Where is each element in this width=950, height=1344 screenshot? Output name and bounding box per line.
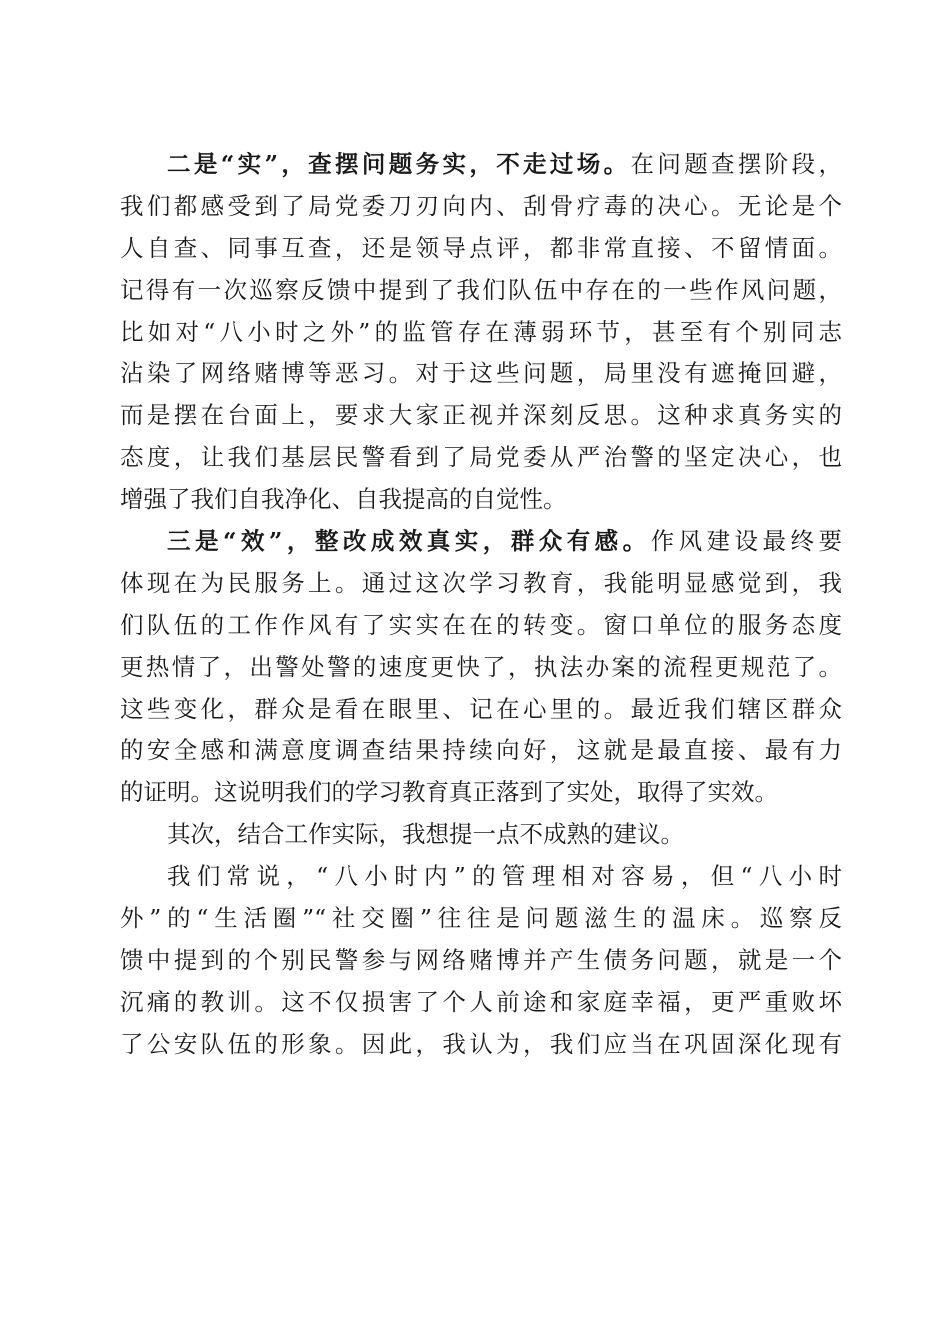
paragraph-4 — [120, 856, 842, 1065]
paragraph-line: 我们常说，“八小时内”的管理相对容易，但“八小时 — [167, 862, 842, 891]
bold-lead: 三是“效”，整改成效真实，群众有感。 — [167, 527, 651, 556]
paragraph-line: 外”的“生活圈”“社交圈”往往是问题滋生的温床。巡察反 — [120, 904, 842, 933]
paragraph-line: 体现在为民服务上。通过这次学习教育，我能明显感觉到，我 — [120, 568, 842, 597]
paragraph-line: 沾染了网络赌博等恶习。对于这些问题，局里没有遮掩回避， — [120, 359, 842, 388]
line-text: 在问题查摆阶段， — [630, 150, 842, 178]
bold-lead: 二是“实”，查摆问题务实，不走过场。 — [167, 150, 631, 178]
paragraph-line: 们队伍的工作作风有了实实在在的转变。窗口单位的服务态度 — [120, 610, 842, 639]
paragraph-line: 更热情了，出警处警的速度更快了，执法办案的流程更规范了。 — [120, 652, 842, 681]
paragraph-line: 的安全感和满意度调查结果持续向好，这就是最直接、最有力 — [120, 736, 842, 765]
paragraph-line — [120, 521, 842, 563]
paragraph-2 — [120, 521, 842, 814]
paragraph-line: 其次，结合工作实际，我想提一点不成熟的建议。 — [167, 820, 684, 849]
paragraph-line: 增强了我们自我净化、自我提高的自觉性。 — [120, 485, 567, 514]
paragraph-1 — [120, 144, 842, 521]
paragraph-line: 我们都感受到了局党委刀刃向内、刮骨疗毒的决心。无论是个 — [120, 191, 842, 220]
paragraph-line: 比如对“八小时之外”的监管存在薄弱环节，甚至有个别同志 — [120, 317, 842, 346]
paragraph-line: 这些变化，群众是看在眼里、记在心里的。最近我们辖区群众 — [120, 694, 842, 723]
paragraph-line: 馈中提到的个别民警参与网络赌博并产生债务问题，就是一个 — [120, 945, 842, 974]
paragraph-line: 而是摆在台面上，要求大家正视并深刻反思。这种求真务实的 — [120, 401, 842, 430]
document-body — [120, 144, 842, 1066]
paragraph-line: 沉痛的教训。这不仅损害了个人前途和家庭幸福，更严重败坏 — [120, 987, 842, 1016]
paragraph-line: 态度，让我们基层民警看到了局党委从严治警的坚定决心，也 — [120, 443, 842, 472]
paragraph-line — [120, 144, 842, 186]
paragraph-3 — [120, 814, 842, 856]
paragraph-line: 记得有一次巡察反馈中提到了我们队伍中存在的一些作风问题， — [120, 275, 842, 304]
paragraph-line: 人自查、同事互查，还是领导点评，都非常直接、不留情面。 — [120, 233, 842, 262]
paragraph-line: 的证明。这说明我们的学习教育真正落到了实处，取得了实效。 — [120, 778, 778, 807]
paragraph-line: 了公安队伍的形象。因此，我认为，我们应当在巩固深化现有 — [120, 1029, 842, 1058]
line-text: 作风建设最终要 — [650, 527, 842, 556]
